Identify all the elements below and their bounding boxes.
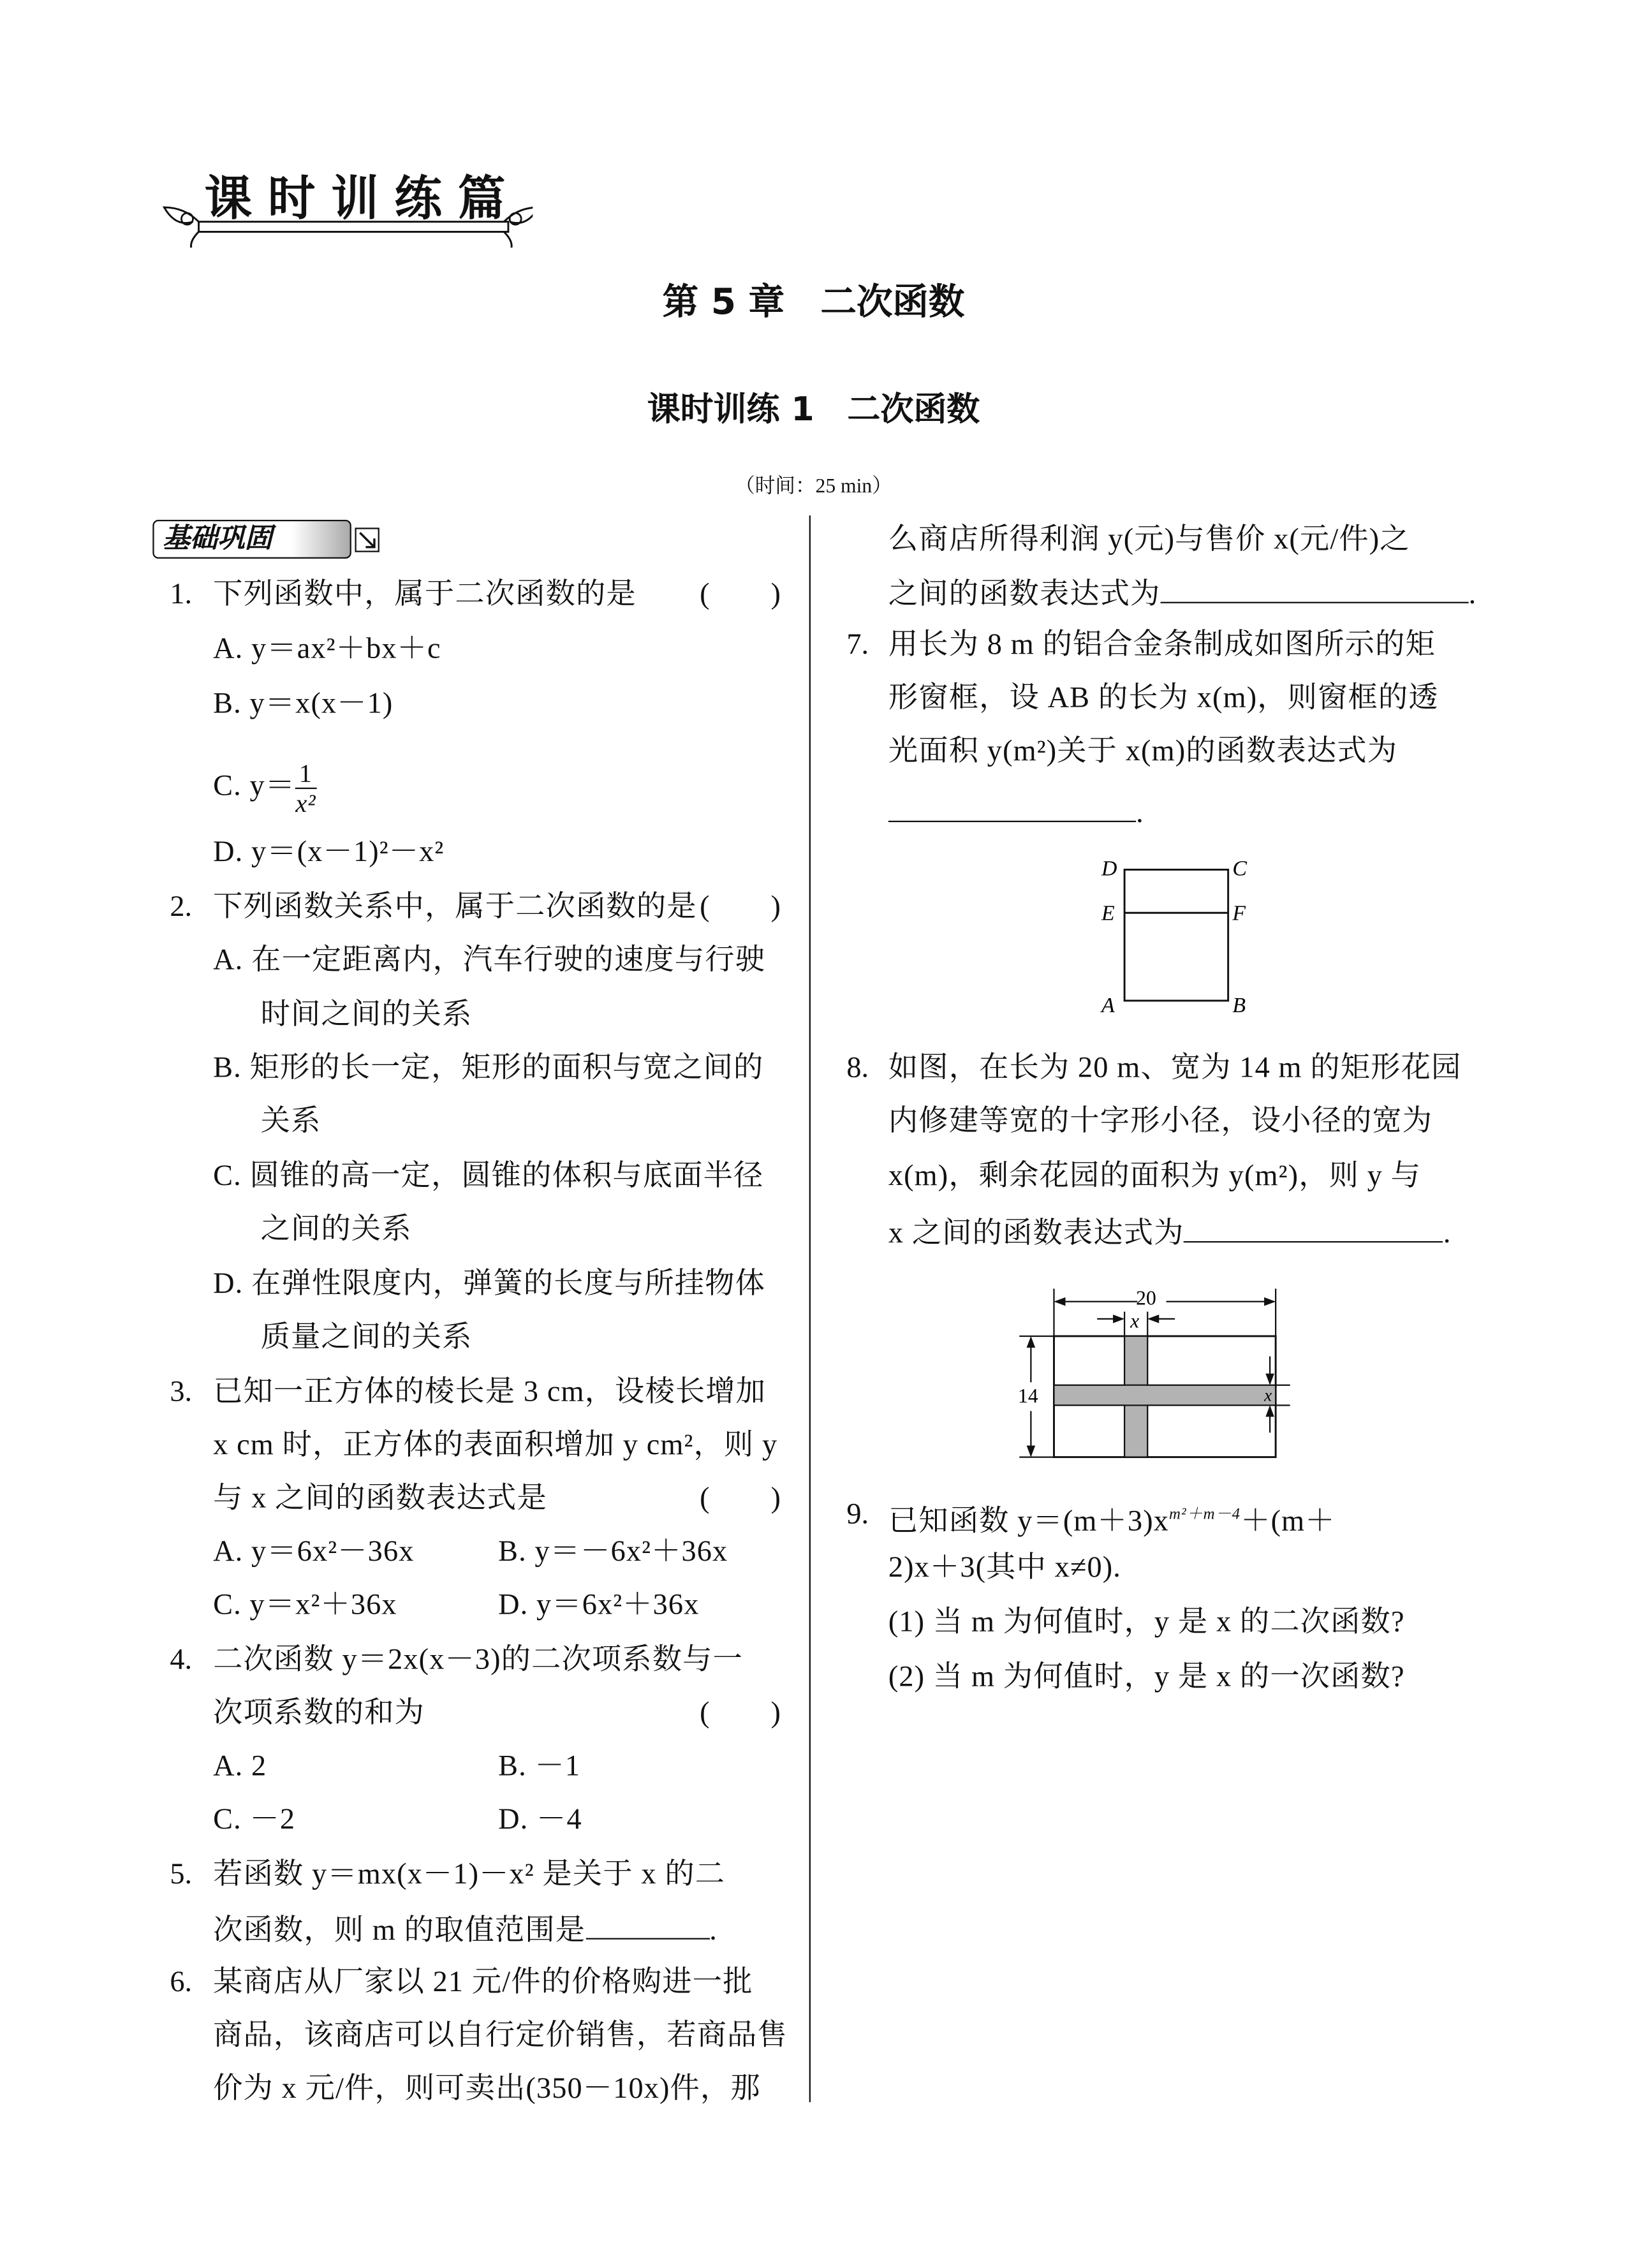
question-stem: 价为 x 元/件，则可卖出(350－10x)件，那 [213, 2073, 761, 2105]
answer-paren: ( ) [700, 891, 782, 924]
rectangle-abcd [1124, 870, 1228, 1001]
question-stem: x(m)，剩余花园的面积为 y(m²)，则 y 与 [888, 1160, 1422, 1193]
period: . [709, 1915, 718, 1947]
option-d: D. y＝6x²＋36x [498, 1589, 700, 1621]
sub-question-1: (1) 当 m 为何值时，y 是 x 的二次函数? [888, 1607, 1405, 1639]
fraction-denominator: x² [295, 789, 316, 818]
option-d: D. y＝(x－1)²－x² [213, 836, 445, 869]
lesson-title: 课时训练 1 二次函数 [647, 392, 980, 429]
period: . [1443, 1218, 1452, 1250]
option-c: C. －2 [213, 1804, 296, 1836]
option-c: C. y＝x²＋36x [213, 1589, 397, 1621]
banner-title: 课时训练篇 [204, 170, 522, 226]
label-path-width-right: x [1264, 1385, 1272, 1405]
question-stem: 2)x＋3(其中 x≠0). [888, 1552, 1121, 1584]
option-a: A. y＝6x²－36x [213, 1536, 415, 1568]
label-c: C [1232, 857, 1248, 881]
label-f: F [1232, 901, 1246, 925]
answer-paren: ( ) [700, 1697, 782, 1730]
label-path-width-top: x [1130, 1309, 1140, 1332]
question-stem: 下列函数关系中，属于二次函数的是 [213, 891, 697, 924]
period: . [1468, 578, 1477, 611]
question-stem: 已知函数 y＝(m＋3)x [888, 1505, 1170, 1538]
question-number: 5. [170, 1859, 193, 1891]
question-stem: 与 x 之间的函数表达式是 [213, 1483, 547, 1515]
question-number: 4. [170, 1644, 193, 1676]
label-width: 14 [1018, 1384, 1038, 1407]
garden-figure [1008, 1274, 1296, 1469]
answer-paren: ( ) [700, 1483, 782, 1515]
option-d: D. －4 [498, 1804, 582, 1836]
chapter-title: 第 5 章 二次函数 [662, 281, 965, 323]
label-b: B [1232, 994, 1246, 1018]
question-stem: 之间的函数表达式为 [888, 578, 1161, 611]
question-stem: 形窗框，设 AB 的长为 x(m)，则窗框的透 [888, 682, 1439, 714]
question-stem: x 之间的函数表达式为 [888, 1218, 1184, 1250]
answer-line [888, 792, 1144, 832]
exponent: m²＋m－4 [1169, 1506, 1241, 1524]
option-a: A. y＝ax²＋bx＋c [213, 633, 441, 665]
label-a: A [1101, 994, 1115, 1018]
option-b: B. y＝x(x－1) [213, 688, 394, 720]
question-stem: 么商店所得利润 y(元)与售价 x(元/件)之 [888, 524, 1410, 556]
horizontal-path [1054, 1385, 1276, 1406]
option-c: C. 圆锥的高一定，圆锥的体积与底面半径 [213, 1160, 764, 1193]
question-stem: 下列函数中，属于二次函数的是 [213, 578, 637, 611]
answer-blank[interactable] [1161, 573, 1469, 603]
option-d: D. 在弹性限度内，弹簧的长度与所挂物体 [213, 1268, 766, 1300]
question-stem: 已知一正方体的棱长是 3 cm，设棱长增加 [213, 1376, 767, 1408]
label-d: D [1101, 857, 1117, 881]
option-d-cont: 质量之间的关系 [260, 1322, 473, 1354]
option-b-cont: 关系 [260, 1105, 321, 1138]
question-stem: 次项系数的和为 [213, 1697, 425, 1730]
section-badge-label: 基础巩固 [163, 522, 272, 555]
question-number: 7. [846, 629, 869, 661]
question-stem: 用长为 8 m 的铝合金条制成如图所示的矩 [888, 629, 1436, 661]
answer-blank[interactable] [1184, 1212, 1443, 1242]
time-limit: （时间：25 min） [735, 476, 892, 499]
fraction [295, 759, 316, 818]
question-stem-line [888, 573, 1476, 613]
fraction-numerator: 1 [295, 759, 316, 789]
option-c [213, 759, 316, 818]
answer-paren: ( ) [700, 578, 782, 611]
question-stem: 内修建等宽的十字形小径，设小径的宽为 [888, 1105, 1433, 1138]
question-stem-line [888, 1212, 1452, 1253]
question-stem-line [888, 1496, 1336, 1541]
question-stem: 如图，在长为 20 m、宽为 14 m 的矩形花园 [888, 1052, 1462, 1084]
question-number: 2. [170, 891, 193, 924]
option-a: A. 2 [213, 1751, 267, 1783]
question-stem: 商品，该商店可以自行定价销售，若商品售 [213, 2020, 788, 2052]
question-number: 6. [170, 1966, 193, 1999]
option-a: A. 在一定距离内，汽车行驶的速度与行驶 [213, 944, 766, 976]
question-number: 3. [170, 1376, 193, 1408]
option-b: B. y＝－6x²＋36x [498, 1536, 728, 1568]
label-e: E [1101, 901, 1115, 925]
question-number: 1. [170, 578, 193, 611]
question-stem: 某商店从厂家以 21 元/件的价格购进一批 [213, 1966, 753, 1999]
section-badge [152, 520, 351, 559]
section-banner [144, 161, 533, 247]
option-b: B. －1 [498, 1751, 581, 1783]
label-length: 20 [1136, 1286, 1156, 1309]
question-stem: x cm 时，正方体的表面积增加 y cm²，则 y [213, 1429, 778, 1462]
sub-question-2: (2) 当 m 为何值时，y 是 x 的一次函数? [888, 1661, 1405, 1693]
question-stem: 二次函数 y＝2x(x－3)的二次项系数与一 [213, 1644, 743, 1676]
period: . [1136, 797, 1144, 830]
question-stem: ＋(m＋ [1240, 1505, 1336, 1538]
question-stem: 若函数 y＝mx(x－1)－x² 是关于 x 的二 [213, 1859, 726, 1891]
question-stem: 次函数，则 m 的取值范围是 [213, 1915, 586, 1947]
question-number: 8. [846, 1052, 869, 1084]
question-stem: 光面积 y(m²)关于 x(m)的函数表达式为 [888, 735, 1398, 768]
option-a-cont: 时间之间的关系 [260, 999, 473, 1031]
banner-ornament [144, 161, 533, 247]
option-b: B. 矩形的长一定，矩形的面积与宽之间的 [213, 1052, 764, 1084]
question-number: 9. [846, 1499, 869, 1531]
answer-blank[interactable] [585, 1909, 709, 1939]
column-divider [809, 515, 811, 2102]
question-stem-line [213, 1909, 718, 1949]
answer-blank[interactable] [888, 792, 1136, 822]
option-c-label: C. y＝ [213, 770, 296, 802]
arrow-icon [354, 527, 380, 553]
window-frame-figure [1087, 850, 1260, 1022]
option-c-cont: 之间的关系 [260, 1214, 412, 1246]
